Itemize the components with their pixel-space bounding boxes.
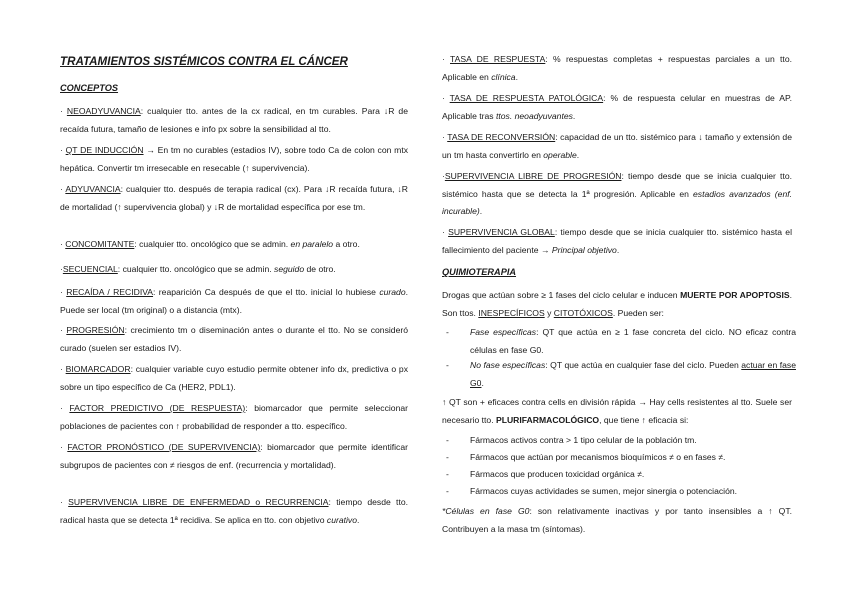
bullet: - — [446, 360, 449, 370]
definition: : cualquier tto. antes de la cx radical, en tm curables. Para ↓R de recaída futura, tamaño de lesiones e info px sobre la sensibilidad al tto. — [60, 106, 408, 134]
text: . Pueden ser: — [612, 307, 664, 318]
definition-end: . — [515, 71, 518, 82]
text: Drogas que actúan sobre ≥ 1 fases del ciclo celular e inducen — [442, 290, 681, 300]
term: PROGRESIÓN — [66, 325, 125, 335]
underlined-text: actuar en fase G0 — [470, 360, 796, 388]
list-item-text: Fármacos cuyas actividades se sumen, mejor sinergia o potenciación. — [470, 486, 738, 496]
definition: : cualquier tto. después de terapia radical (cx). Para ↓R recaída futura, ↓R de mortalidad (↑ supervivencia global) y ↓R de mortalidad específica por ese tm. — [60, 184, 408, 212]
definition-end: . — [479, 206, 483, 216]
bullet-dot: · — [60, 264, 63, 274]
pluri-paragraph — [442, 394, 792, 429]
definition: : QT que actúa en cualquier fase del ciclo. Pueden — [545, 360, 742, 370]
list-item-text: Fármacos que producen toxicidad orgánica ≠. — [470, 469, 645, 479]
bullet: - — [446, 327, 449, 337]
qt-intro-paragraph — [442, 287, 792, 322]
term: BIOMARCADOR — [65, 364, 131, 374]
concept-factor-pronostico — [60, 439, 408, 474]
bullet-dot: · — [60, 239, 66, 249]
concept-neoadyuvancia — [60, 103, 408, 138]
definition: : % de respuesta celular en muestras de AP. Aplicable tras — [442, 93, 792, 121]
page-title: TRATAMIENTOS SISTÉMICOS CONTRA EL CÁNCER — [60, 55, 348, 68]
bullet: - — [446, 469, 449, 479]
concept-qt-induccion — [60, 142, 408, 177]
section-conceptos-heading: CONCEPTOS — [60, 83, 119, 93]
text: ↑ QT son + eficaces contra cells en división rápida → Hay cells resistentes al tto. Suele ser necesario tto. — [442, 397, 792, 425]
bullet-dot: · — [60, 497, 69, 507]
bullet-dot: · — [442, 93, 450, 103]
concept-biomarcador — [60, 361, 408, 396]
term: RECAÍDA / RECIDIVA — [66, 287, 154, 297]
bullet-dot: · — [60, 145, 66, 155]
definition: : capacidad de un tto. sistémico para ↓ tamaño y extensión de un tm hasta convertirlo en — [442, 132, 792, 160]
definition: : % respuestas completas + respuestas parciales a un tto. Aplicable en — [442, 54, 792, 82]
definition-end: . — [616, 244, 620, 255]
emphasis: *Células en fase G0 — [442, 506, 530, 516]
definition: : cualquier variable cuyo estudio permite obtener info dx, predictiva o px sobre un tipo específico de Ca (HER2, PDL1). — [60, 364, 409, 392]
bullet-dot: · — [442, 171, 445, 181]
concept-supervivencia-global — [442, 224, 792, 259]
section-quimioterapia-heading: QUIMIOTERAPIA — [442, 267, 517, 277]
concept-progresion — [60, 322, 408, 357]
emphasis: ttos. neoadyuvantes — [495, 110, 573, 121]
definition: : tiempo desde que se inicia cualquier tto. sistémico hasta el fallecimiento del paciente → — [442, 227, 792, 255]
bullet: - — [446, 486, 449, 496]
term: SUPERVIVENCIA LIBRE DE ENFERMEDAD o RECURRENCIA — [68, 497, 329, 507]
term: SECUENCIAL — [62, 264, 118, 274]
term: SUPERVIVENCIA GLOBAL — [448, 227, 555, 237]
emphasis: Fase específicas — [470, 327, 537, 337]
concept-tasa-respuesta-patologica — [442, 90, 792, 125]
text: , que tiene ↑ eficacia si: — [599, 414, 689, 425]
bold-term: PLURIFARMACOLÓGICO — [495, 414, 600, 425]
definition-end: de otro. — [304, 264, 336, 274]
definition-end: . — [481, 377, 484, 388]
underlined-term: CITOTÓXICOS — [553, 307, 613, 318]
definition-end: . — [576, 149, 580, 160]
note-celulas-g0 — [442, 503, 792, 538]
bold-term: MUERTE POR APOPTOSIS — [680, 290, 790, 300]
emphasis: seguido — [274, 264, 305, 274]
definition-end: . — [356, 514, 360, 525]
list-item-text: Fármacos activos contra > 1 tipo celular de la población tm. — [470, 435, 697, 445]
bullet-dot: · — [60, 184, 66, 194]
definition: : cualquier tto. oncológico que se admin. — [117, 264, 275, 274]
definition: : QT que actúa en ≥ 1 fase concreta del ciclo. NO eficaz contra células en fase G0. — [470, 327, 796, 355]
term: FACTOR PREDICTIVO (DE RESPUESTA) — [69, 403, 246, 413]
definition: : son relativamente inactivas y por tanto insensibles a ↑ QT. Contribuyen a la masa tm (síntomas). — [442, 506, 793, 534]
concept-secuencial — [60, 261, 408, 279]
term: ADYUVANCIA — [65, 184, 121, 194]
concept-tasa-reconversion — [442, 129, 792, 164]
bullet-dot: · — [60, 287, 67, 297]
text: . Son ttos. — [442, 290, 792, 318]
definition: : tiempo desde tto. radical hasta que se detecta 1ª recidiva. Se aplica en tto. con objetivo — [60, 497, 409, 525]
underlined-term: INESPECÍFICOS — [478, 307, 545, 318]
concept-factor-predictivo — [60, 400, 408, 435]
term: SUPERVIVENCIA LIBRE DE PROGRESIÓN — [444, 171, 622, 181]
emphasis: clínica — [491, 71, 516, 82]
concept-supervivencia-libre-progresion — [442, 168, 792, 221]
definition: : biomarcador que permite identificar subgrupos de pacientes con ≠ riesgos de enf. (recurrencia y mortalidad). — [60, 442, 408, 470]
term: NEOADYUVANCIA — [66, 106, 141, 116]
bullet: - — [446, 435, 449, 445]
term: FACTOR PRONÓSTICO (DE SUPERVIVENCIA) — [67, 442, 261, 452]
emphasis: No fase específicas — [470, 360, 546, 370]
term: QT DE INDUCCIÓN — [65, 145, 144, 155]
definition-end: . Puede ser local (tm original) o a distancia (mtx). — [60, 287, 408, 315]
emphasis: estadios avanzados (enf. incurable) — [442, 188, 792, 216]
emphasis: curativo — [326, 514, 357, 525]
definition-end: a otro. — [333, 239, 360, 249]
emphasis: en paralelo — [290, 239, 334, 249]
bullet-dot: · — [60, 364, 66, 374]
concept-adyuvancia — [60, 181, 408, 216]
bullet-dot: · — [60, 403, 70, 413]
term: TASA DE RESPUESTA PATOLÓGICA — [449, 93, 604, 103]
definition: → En tm no curables (estadios IV), sobre todo Ca de colon con mtx hepática. Convertir tm irresecable en resecable (↑ supervivencia). — [60, 145, 408, 173]
definition-end: . — [572, 110, 576, 121]
list-item-text: Fármacos que actúan por mecanismos bioquímicos ≠ o en fases ≠. — [470, 452, 726, 462]
bullet-dot: · — [60, 325, 67, 335]
term: TASA DE RESPUESTA — [450, 54, 546, 64]
definition: : cualquier tto. oncológico que se admin. — [134, 239, 291, 249]
term: CONCOMITANTE — [65, 239, 135, 249]
bullet-dot: · — [442, 227, 449, 237]
list-item-text — [470, 357, 796, 392]
emphasis: operable — [543, 149, 577, 160]
definition: : biomarcador que permite seleccionar poblaciones de pacientes con ↑ probabilidad de responder a tto. específico. — [60, 403, 409, 431]
bullet-dot: · — [442, 132, 448, 142]
concept-concomitante — [60, 236, 408, 254]
term: TASA DE RECONVERSIÓN — [447, 132, 556, 142]
list-item-text — [470, 324, 796, 359]
definition: : tiempo desde que se inicia cualquier tto. sistémico hasta que se detecta la 1ª progresión. Aplicable en — [442, 171, 793, 199]
bullet-dot: · — [442, 54, 451, 64]
emphasis: curado — [379, 287, 406, 297]
definition: : reaparición Ca después de que el tto. inicial lo hubiese — [153, 287, 380, 297]
definition: : crecimiento tm o diseminación antes o durante el tto. No se consideró curado (suelen ser estadios IV). — [60, 325, 408, 353]
bullet-dot: · — [60, 106, 67, 116]
concept-recaida — [60, 284, 408, 319]
concept-tasa-respuesta — [442, 51, 792, 86]
bullet: - — [446, 452, 449, 462]
emphasis: Principal objetivo — [551, 244, 617, 255]
text: y — [544, 307, 554, 318]
concept-supervivencia-libre-enfermedad — [60, 494, 408, 529]
bullet-dot: · — [60, 442, 68, 452]
